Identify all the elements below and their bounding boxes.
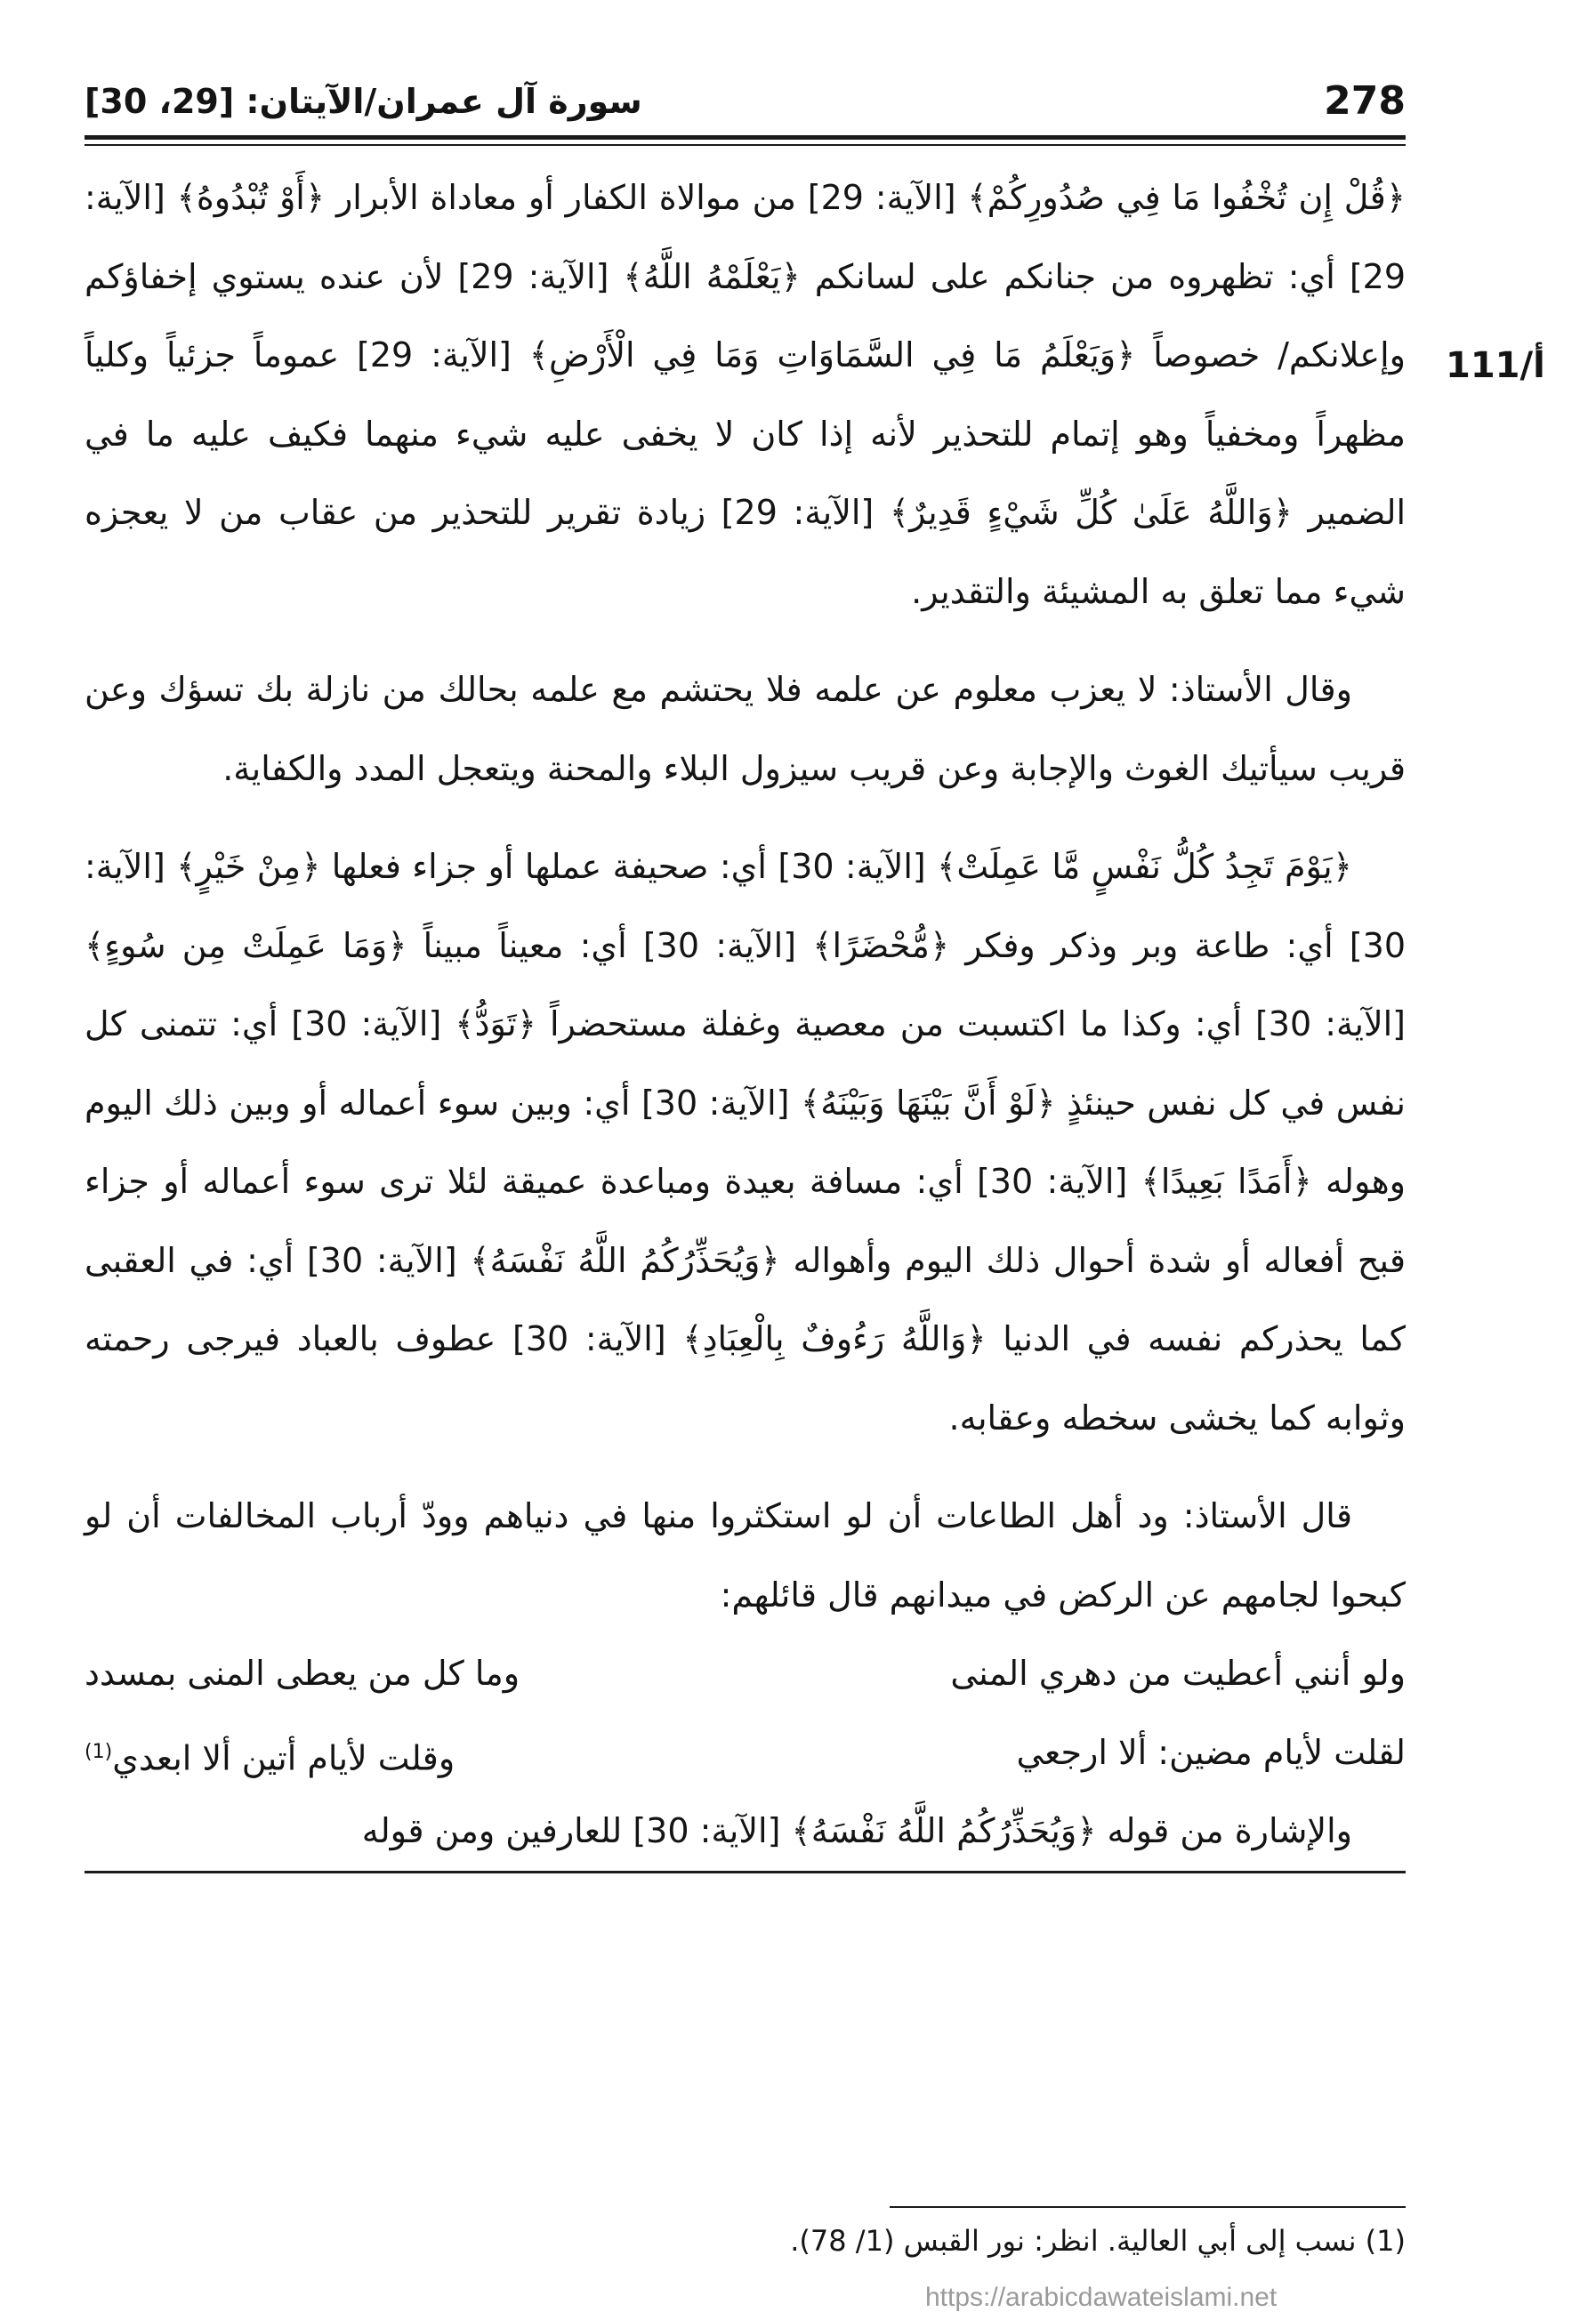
header-rule-thick [85, 135, 1406, 140]
paragraph-ustadh-2: قال الأستاذ: ود أهل الطاعات أن لو استكثروا منها في دنياهم وودّ أرباب المخالفات أن لو كبحوا لجامهم عن الركض في ميدانهم قال قائلهم: [85, 1496, 1406, 1615]
footnote: (1) نسب إلى أبي العالية. انظر: نور القبس (1/ 78). [790, 2224, 1406, 2258]
manuscript-folio-note: 111/أ [1446, 345, 1545, 386]
paragraph-tafsir-29: ﴿قُلْ إِن تُخْفُوا مَا فِي صُدُورِكُمْ﴾ [الآية: 29] من موالاة الكفار أو معاداة الأبرار ﴿أَوْ تُبْدُوهُ﴾ [الآية: 29] أي: تظهروه من جنانكم على لسانكم ﴿يَعْلَمْهُ اللَّهُ﴾ [الآية: 29] لأن عنده يستوي إخفاؤكم وإعلانكم/ خصوصاً ﴿وَيَعْلَمُ مَا فِي السَّمَاوَاتِ وَمَا فِي الْأَرْضِ﴾ [الآية: 29] عموماً جزئياً وكلياً مظهراً ومخفياً وهو إتمام للتحذير لأنه إذا كان لا يخفى عليه شيء منهما فكيف عليه ما في الضمير ﴿وَاللَّهُ عَلَىٰ كُلِّ شَيْءٍ قَدِيرٌ﴾ [الآية: 29] زيادة تقرير للتحذير من عقاب من لا يعجزه شيء مما تعلق به المشيئة والتقدير. [85, 178, 1406, 611]
paragraph-tafsir-30: ﴿يَوْمَ تَجِدُ كُلُّ نَفْسٍ مَّا عَمِلَتْ﴾ [الآية: 30] أي: صحيفة عملها أو جزاء فعلها ﴿مِنْ خَيْرٍ﴾ [الآية: 30] أي: طاعة وبر وذكر وفكر ﴿مُّحْضَرًا﴾ [الآية: 30] أي: معيناً مبيناً ﴿وَمَا عَمِلَتْ مِن سُوءٍ﴾ [الآية: 30] أي: وكذا ما اكتسبت من معصية وغفلة مستحضراً ﴿تَوَدُّ﴾ [الآية: 30] أي: تتمنى كل نفس في كل نفس حينئذٍ ﴿لَوْ أَنَّ بَيْنَهَا وَبَيْنَهُ﴾ [الآية: 30] أي: وبين سوء أعماله أو وبين ذلك اليوم وهوله ﴿أَمَدًا بَعِيدًا﴾ [الآية: 30] أي: مسافة بعيدة ومباعدة عميقة لئلا ترى سوء أعماله أو جزاء قبح أفعاله أو شدة أحوال ذلك اليوم وأهواله ﴿وَيُحَذِّرُكُمُ اللَّهُ نَفْسَهُ﴾ [الآية: 30] أي: في العقبى كما يحذركم نفسه في الدنيا ﴿وَاللَّهُ رَءُوفٌ بِالْعِبَادِ﴾ [الآية: 30] عطوف بالعباد فيرجى رحمته وثوابه كما يخشى سخطه وعقابه. [85, 847, 1407, 1438]
page-number: 278 [1324, 78, 1406, 124]
poem-verse-1 [85, 1634, 1406, 1713]
watermark: https://arabicdawateislami.net [925, 2283, 1278, 2312]
paragraph-ishara [85, 1792, 1406, 1873]
poem-verse-2 [85, 1713, 1406, 1792]
continuation-line: والإشارة من قوله ﴿وَيُحَذِّرُكُمُ اللَّهُ نَفْسَهُ﴾ [الآية: 30] للعارفين ومن قوله [85, 1792, 1406, 1873]
verse-2-second-text: وقلت لأيام أتين ألا ابعدي [112, 1738, 455, 1778]
page-header [85, 78, 1406, 132]
paragraph-ustadh-1: وقال الأستاذ: لا يعزب معلوم عن علمه فلا يحتشم مع علمه بحالك من نازلة بك تسؤك وعن قريب سيأتيك الغوث والإجابة وعن قريب سيزول البلاء والمحنة ويتعجل المدد والكفاية. [85, 670, 1406, 788]
verse-1-second-hemistich: وما كل من يعطى المنى بمسدد [85, 1654, 520, 1693]
header-rule-thin [85, 144, 1406, 146]
footnote-reference: (1) [85, 1740, 113, 1763]
verse-2-first-hemistich: لقلت لأيام مضين: ألا ارجعي [1016, 1732, 1406, 1772]
footnote-separator [890, 2206, 1406, 2208]
running-title: سورة آل عمران/الآيتان: [29، 30] [85, 82, 642, 121]
verse-2-second-hemistich [85, 1713, 455, 1798]
main-text [85, 158, 1406, 1873]
verse-1-first-hemistich: ولو أنني أعطيت من دهري المنى [950, 1654, 1406, 1693]
